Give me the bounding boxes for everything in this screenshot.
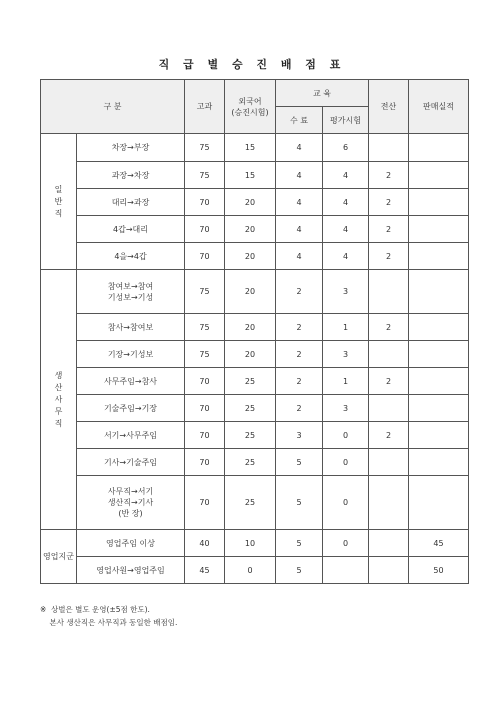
header-gogwa: 고과 bbox=[185, 80, 225, 134]
cell-jeonsan bbox=[369, 557, 409, 584]
cell-pyeongga: 4 bbox=[323, 189, 369, 216]
cell-sales bbox=[409, 476, 469, 530]
cell-pyeongga: 3 bbox=[323, 341, 369, 368]
promotion-item-line: 4을→4갑 bbox=[114, 251, 147, 261]
cell-foreign: 15 bbox=[225, 134, 276, 162]
promotion-item-line: 영업사원→영업주임 bbox=[96, 565, 165, 575]
cell-pyeongga: 4 bbox=[323, 243, 369, 270]
cell-pyeongga: 4 bbox=[323, 162, 369, 189]
promotion-item-line: 기장→기성보 bbox=[107, 349, 154, 359]
cell-jeonsan: 2 bbox=[369, 189, 409, 216]
cell-suryo: 2 bbox=[276, 270, 323, 314]
footnotes bbox=[40, 603, 177, 629]
cell-gogwa: 70 bbox=[185, 243, 225, 270]
cell-suryo: 2 bbox=[276, 341, 323, 368]
promotion-item bbox=[77, 216, 185, 243]
header-sales: 판매실적 bbox=[409, 80, 469, 134]
cell-pyeongga: 3 bbox=[323, 270, 369, 314]
promotion-item-line: 4갑→대리 bbox=[113, 224, 148, 234]
header-foreign bbox=[225, 80, 276, 134]
cell-gogwa: 75 bbox=[185, 314, 225, 341]
promotion-item bbox=[77, 341, 185, 368]
footnote-line: ※ 상벌은 별도 운영(±5점 한도). bbox=[40, 605, 150, 614]
cell-gogwa: 75 bbox=[185, 341, 225, 368]
cell-suryo: 5 bbox=[276, 449, 323, 476]
group-label-char: 반 bbox=[54, 196, 63, 206]
cell-sales bbox=[409, 449, 469, 476]
header-pyeongga: 평가시험 bbox=[323, 107, 369, 134]
cell-gogwa: 70 bbox=[185, 449, 225, 476]
table-row bbox=[41, 134, 469, 162]
promotion-item bbox=[77, 530, 185, 557]
cell-foreign: 25 bbox=[225, 368, 276, 395]
header-foreign-line1: 외국어 bbox=[238, 96, 262, 106]
cell-suryo: 4 bbox=[276, 243, 323, 270]
cell-gogwa: 45 bbox=[185, 557, 225, 584]
cell-gogwa: 70 bbox=[185, 422, 225, 449]
cell-pyeongga: 3 bbox=[323, 395, 369, 422]
group-label-char: 영업지군 bbox=[43, 551, 74, 561]
header-gubun: 구 분 bbox=[41, 80, 185, 134]
cell-suryo: 4 bbox=[276, 189, 323, 216]
promotion-score-table bbox=[40, 79, 469, 584]
promotion-item bbox=[77, 368, 185, 395]
promotion-item bbox=[77, 189, 185, 216]
cell-foreign: 20 bbox=[225, 216, 276, 243]
cell-suryo: 5 bbox=[276, 530, 323, 557]
cell-jeonsan bbox=[369, 449, 409, 476]
footnote-line: 본사 생산직은 사무직과 동일한 배점임. bbox=[40, 618, 178, 627]
group-label-char: 직 bbox=[54, 208, 63, 218]
table-row bbox=[41, 449, 469, 476]
promotion-item-line: 기술주임→기장 bbox=[103, 403, 158, 413]
cell-gogwa: 70 bbox=[185, 395, 225, 422]
cell-sales bbox=[409, 368, 469, 395]
cell-suryo: 3 bbox=[276, 422, 323, 449]
promotion-item bbox=[77, 395, 185, 422]
cell-foreign: 20 bbox=[225, 243, 276, 270]
group-label-char: 사 bbox=[54, 394, 63, 404]
cell-jeonsan bbox=[369, 270, 409, 314]
group-label-char: 일 bbox=[54, 184, 63, 194]
cell-suryo: 4 bbox=[276, 216, 323, 243]
promotion-item-line: 영업주임 이상 bbox=[106, 538, 155, 548]
cell-jeonsan bbox=[369, 395, 409, 422]
header-education: 교 육 bbox=[276, 80, 369, 107]
promotion-item-line: 사무직→서기 bbox=[107, 487, 154, 496]
table-row bbox=[41, 162, 469, 189]
group-label bbox=[41, 134, 77, 270]
cell-sales bbox=[409, 422, 469, 449]
cell-suryo: 5 bbox=[276, 557, 323, 584]
cell-foreign: 25 bbox=[225, 395, 276, 422]
cell-foreign: 25 bbox=[225, 476, 276, 530]
table-row bbox=[41, 216, 469, 243]
page-title: 직 급 별 승 진 배 점 표 bbox=[158, 58, 346, 71]
cell-jeonsan: 2 bbox=[369, 368, 409, 395]
table-row bbox=[41, 341, 469, 368]
cell-suryo: 4 bbox=[276, 134, 323, 162]
cell-jeonsan: 2 bbox=[369, 314, 409, 341]
table-row bbox=[41, 243, 469, 270]
cell-foreign: 20 bbox=[225, 270, 276, 314]
cell-suryo: 5 bbox=[276, 476, 323, 530]
promotion-item bbox=[77, 422, 185, 449]
cell-sales bbox=[409, 162, 469, 189]
cell-gogwa: 70 bbox=[185, 216, 225, 243]
cell-sales: 50 bbox=[409, 557, 469, 584]
cell-pyeongga: 4 bbox=[323, 216, 369, 243]
cell-foreign: 15 bbox=[225, 162, 276, 189]
cell-foreign: 20 bbox=[225, 189, 276, 216]
cell-suryo: 2 bbox=[276, 395, 323, 422]
cell-foreign: 20 bbox=[225, 314, 276, 341]
cell-gogwa: 75 bbox=[185, 270, 225, 314]
promotion-item bbox=[77, 314, 185, 341]
group-label-char: 생 bbox=[54, 370, 63, 380]
group-label-char: 무 bbox=[54, 406, 63, 416]
promotion-item bbox=[77, 134, 185, 162]
table-row bbox=[41, 530, 469, 557]
cell-pyeongga: 1 bbox=[323, 314, 369, 341]
promotion-item-line: (반 장) bbox=[118, 509, 143, 518]
promotion-item-line: 과장→차장 bbox=[111, 170, 150, 180]
table-row bbox=[41, 314, 469, 341]
promotion-item-line: 생산직→기사 bbox=[107, 498, 154, 507]
cell-jeonsan: 2 bbox=[369, 243, 409, 270]
cell-jeonsan: 2 bbox=[369, 422, 409, 449]
promotion-item bbox=[77, 557, 185, 584]
cell-sales: 45 bbox=[409, 530, 469, 557]
cell-pyeongga bbox=[323, 557, 369, 584]
cell-sales bbox=[409, 395, 469, 422]
cell-pyeongga: 6 bbox=[323, 134, 369, 162]
header-suryo: 수 료 bbox=[276, 107, 323, 134]
promotion-item-line: 서기→사무주임 bbox=[103, 430, 158, 440]
table-row bbox=[41, 476, 469, 530]
table-row bbox=[41, 270, 469, 314]
cell-jeonsan bbox=[369, 530, 409, 557]
promotion-item bbox=[77, 476, 185, 530]
promotion-item bbox=[77, 243, 185, 270]
cell-sales bbox=[409, 134, 469, 162]
table-row bbox=[41, 368, 469, 395]
cell-gogwa: 70 bbox=[185, 189, 225, 216]
cell-pyeongga: 0 bbox=[323, 530, 369, 557]
cell-jeonsan bbox=[369, 341, 409, 368]
cell-pyeongga: 0 bbox=[323, 449, 369, 476]
promotion-item-line: 기사→기술주임 bbox=[103, 457, 158, 467]
promotion-item-line: 참여보→참여 bbox=[107, 281, 154, 291]
table-row bbox=[41, 395, 469, 422]
cell-sales bbox=[409, 341, 469, 368]
group-label bbox=[41, 270, 77, 530]
promotion-item-line: 참사→참여보 bbox=[107, 322, 154, 332]
cell-sales bbox=[409, 270, 469, 314]
group-label-char: 산 bbox=[54, 382, 63, 392]
cell-pyeongga: 0 bbox=[323, 476, 369, 530]
table-row bbox=[41, 189, 469, 216]
table-row bbox=[41, 422, 469, 449]
cell-sales bbox=[409, 314, 469, 341]
group-label bbox=[41, 530, 77, 584]
cell-jeonsan bbox=[369, 476, 409, 530]
cell-gogwa: 40 bbox=[185, 530, 225, 557]
cell-foreign: 0 bbox=[225, 557, 276, 584]
cell-sales bbox=[409, 189, 469, 216]
cell-suryo: 2 bbox=[276, 314, 323, 341]
cell-suryo: 4 bbox=[276, 162, 323, 189]
table-header bbox=[41, 80, 469, 134]
cell-pyeongga: 1 bbox=[323, 368, 369, 395]
promotion-item-line: 기성보→기성 bbox=[107, 292, 154, 302]
cell-jeonsan bbox=[369, 134, 409, 162]
promotion-item-line: 대리→과장 bbox=[111, 197, 150, 207]
header-foreign-line2: (승진시험) bbox=[231, 107, 269, 117]
cell-pyeongga: 0 bbox=[323, 422, 369, 449]
promotion-item-line: 사무주임→참사 bbox=[103, 376, 158, 386]
cell-foreign: 25 bbox=[225, 422, 276, 449]
cell-foreign: 20 bbox=[225, 341, 276, 368]
cell-sales bbox=[409, 243, 469, 270]
cell-jeonsan: 2 bbox=[369, 162, 409, 189]
promotion-item bbox=[77, 449, 185, 476]
header-jeonsan: 전산 bbox=[369, 80, 409, 134]
cell-gogwa: 70 bbox=[185, 368, 225, 395]
cell-suryo: 2 bbox=[276, 368, 323, 395]
cell-gogwa: 75 bbox=[185, 162, 225, 189]
promotion-item bbox=[77, 270, 185, 314]
cell-sales bbox=[409, 216, 469, 243]
cell-foreign: 25 bbox=[225, 449, 276, 476]
cell-foreign: 10 bbox=[225, 530, 276, 557]
cell-gogwa: 75 bbox=[185, 134, 225, 162]
table-row bbox=[41, 557, 469, 584]
cell-jeonsan: 2 bbox=[369, 216, 409, 243]
promotion-item bbox=[77, 162, 185, 189]
promotion-item-line: 차장→부장 bbox=[111, 143, 150, 152]
group-label-char: 직 bbox=[54, 418, 63, 428]
cell-gogwa: 70 bbox=[185, 476, 225, 530]
table-body bbox=[41, 134, 469, 584]
